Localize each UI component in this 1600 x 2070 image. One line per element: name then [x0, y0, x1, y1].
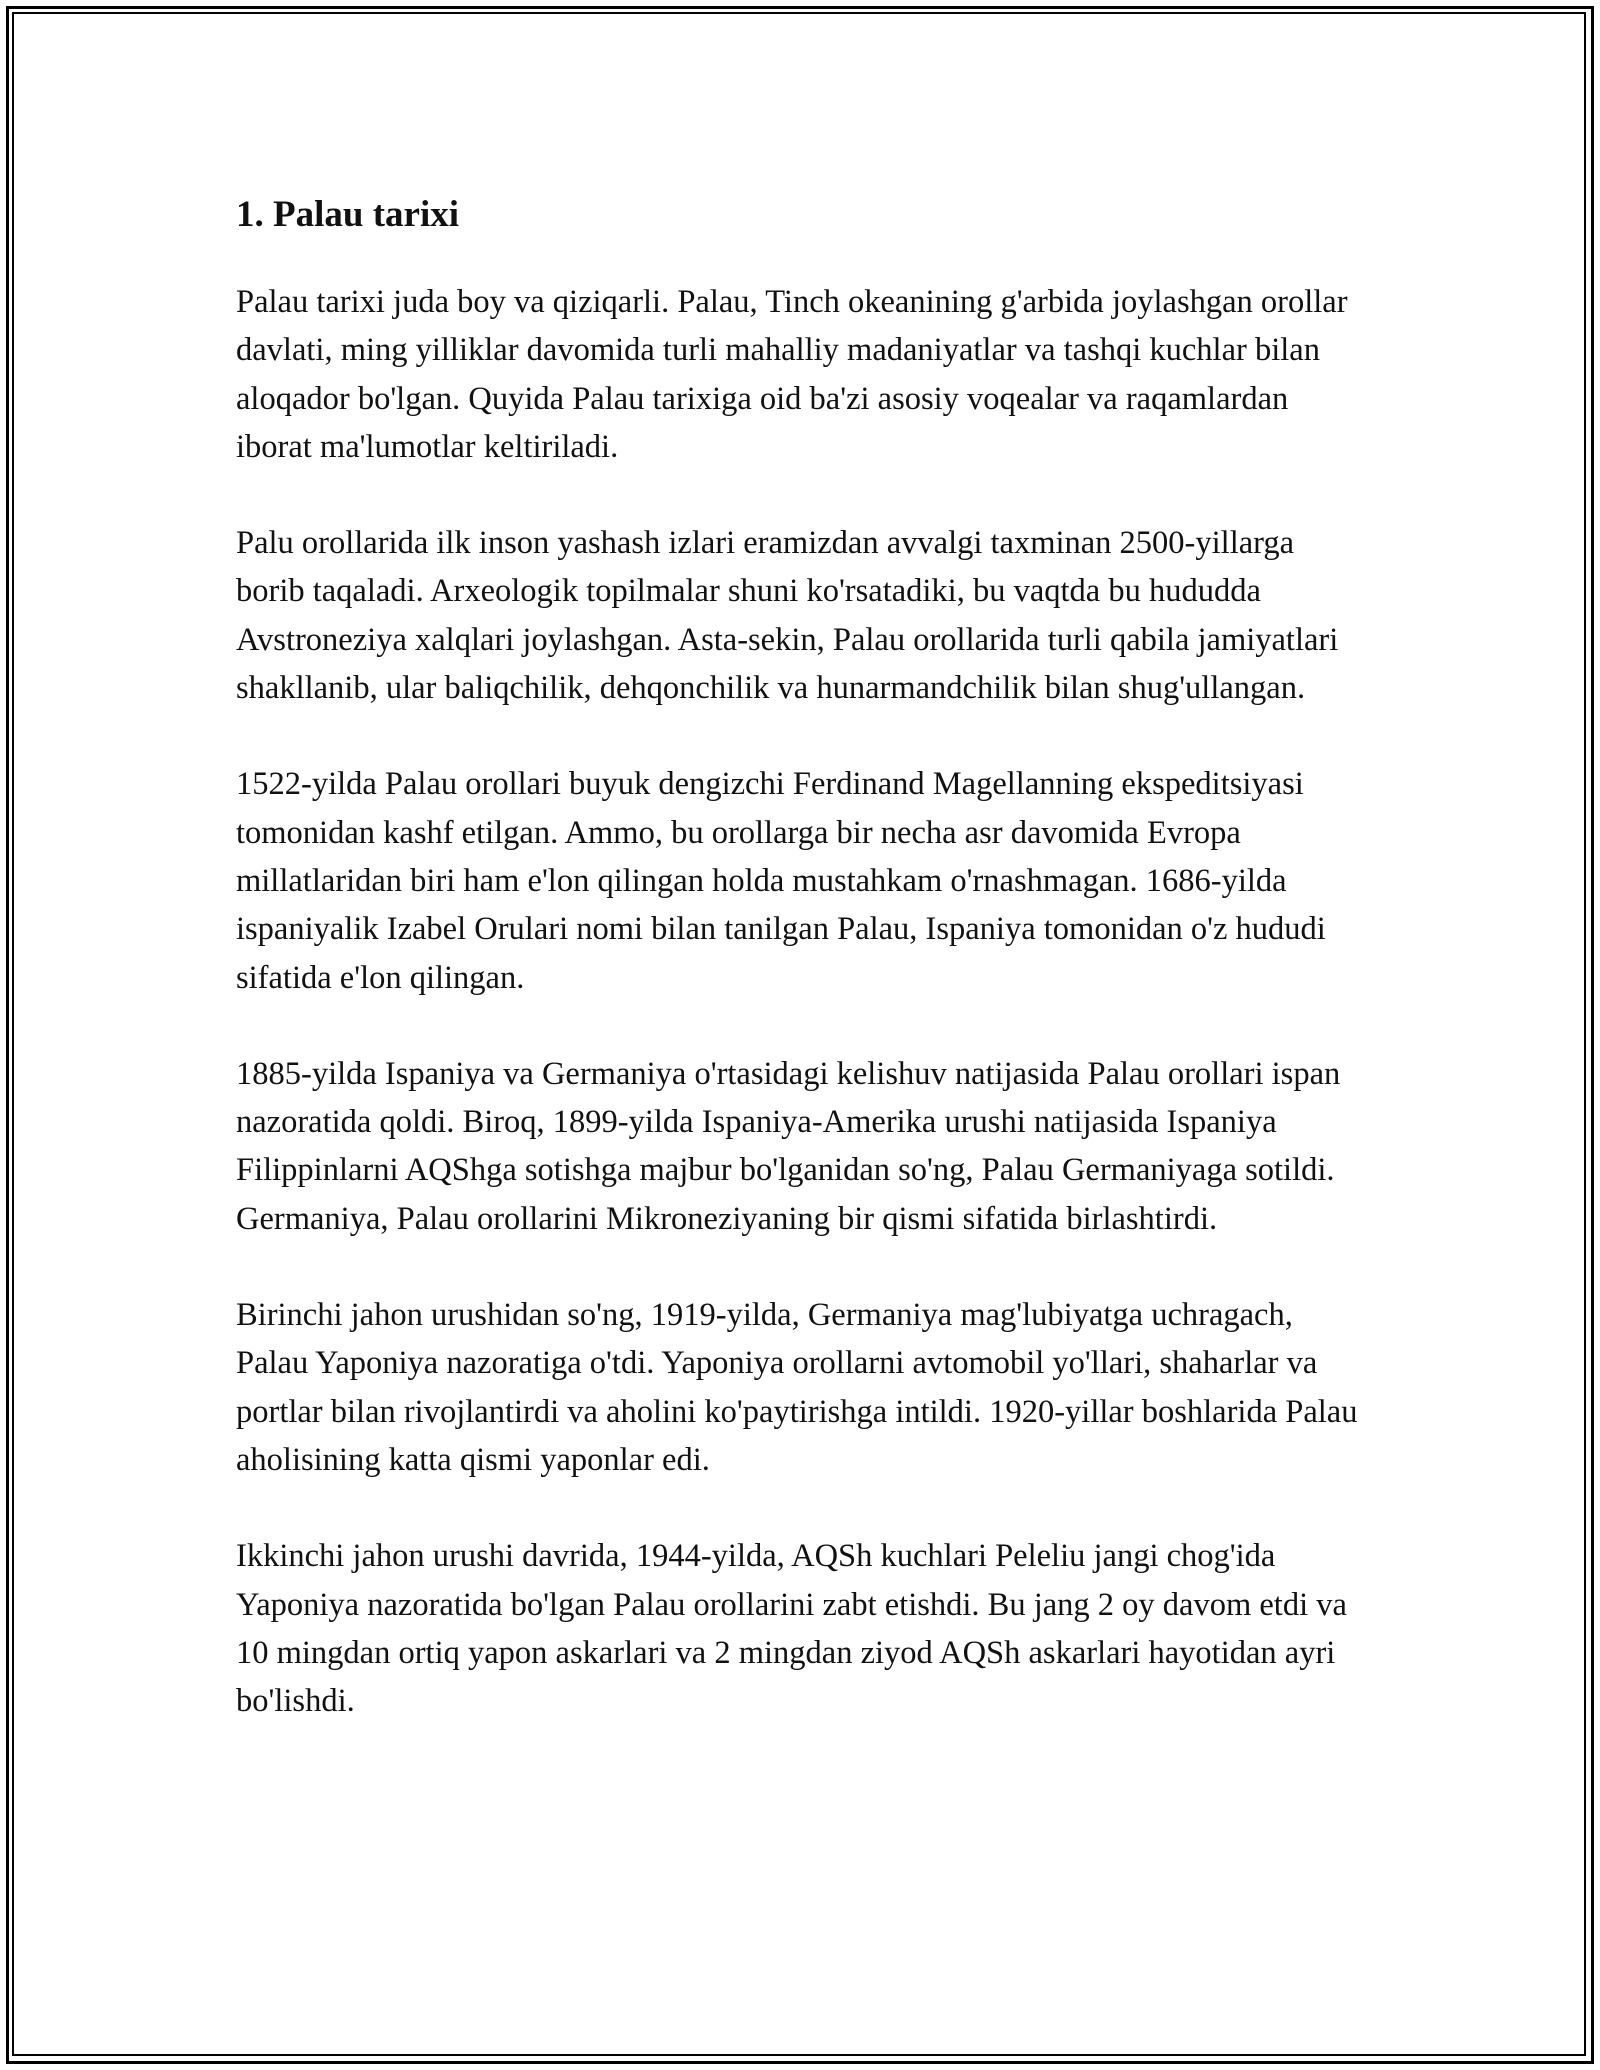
paragraph-intro: Palau tarixi juda boy va qiziqarli. Palau, Tinch okeanining g'arbida joylashgan orollar davlati, ming yilliklar davomida turli mahalliy madaniyatlar va tashqi kuchlar bilan aloqador bo'lgan. Quyida Palau tarixiga oid ba'zi asosiy voqealar va raqamlardan iborat ma'lumotlar keltiriladi. [236, 284, 1348, 465]
paragraph-spain-germany: 1885-yilda Ispaniya va Germaniya o'rtasidagi kelishuv natijasida Palau orollari ispan nazoratida qoldi. Biroq, 1899-yilda Ispaniya-Amerika urushi natijasida Ispaniya Filippinlarni AQShga sotishga majbur bo'lganidan so'ng, Palau Germaniyaga sotildi. Germaniya, Palau orollarini Mikroneziyaning bir qismi sifatida birlashtirdi. [236, 1055, 1341, 1237]
document-body [236, 186, 1366, 1773]
paragraph-discovery: 1522-yilda Palau orollari buyuk dengizchi Ferdinand Magellanning ekspeditsiyasi tomonidan kashf etilgan. Ammo, bu orollarga bir necha asr davomida Evropa millatlaridan biri ham e'lon qilingan holda mustahkam o'rnashmagan. 1686-yilda ispaniyalik Izabel Orulari nomi bilan tanilgan Palau, Ispaniya tomonidan o'z hududi sifatida e'lon qilingan. [236, 766, 1326, 996]
paragraph-early-settlement: Palu orollarida ilk inson yashash izlari eramizdan avvalgi taxminan 2500-yillarga borib taqaladi. Arxeologik topilmalar shuni ko'rsatadiki, bu vaqtda bu hududda Avstroneziya xalqlari joylashgan. Asta-sekin, Palau orollarida turli qabila jamiyatlari shakllanib, ular baliqchilik, dehqonchilik va hunarmandchilik bilan shug'ullangan. [236, 525, 1339, 707]
paragraph-japan: Birinchi jahon urushidan so'ng, 1919-yilda, Germaniya mag'lubiyatga uchragach, Palau Yaponiya nazoratiga o'tdi. Yaponiya orollarni avtomobil yo'llari, shaharlar va portlar bilan rivojlantirdi va aholini ko'paytirishga intildi. 1920-yillar boshlarida Palau aholisining katta qismi yaponlar edi. [236, 1297, 1358, 1478]
section-title: 1. Palau tarixi [236, 194, 460, 235]
paragraph-ww2: Ikkinchi jahon urushi davrida, 1944-yilda, AQSh kuchlari Peleliu jangi chog'ida Yaponiya nazoratida bo'lgan Palau orollarini zabt etishdi. Bu jang 2 oy davom etdi va 10 mingdan ortiq yapon askarlari va 2 mingdan ziyod AQSh askarlari hayotidan ayri bo'lishdi. [236, 1538, 1347, 1720]
